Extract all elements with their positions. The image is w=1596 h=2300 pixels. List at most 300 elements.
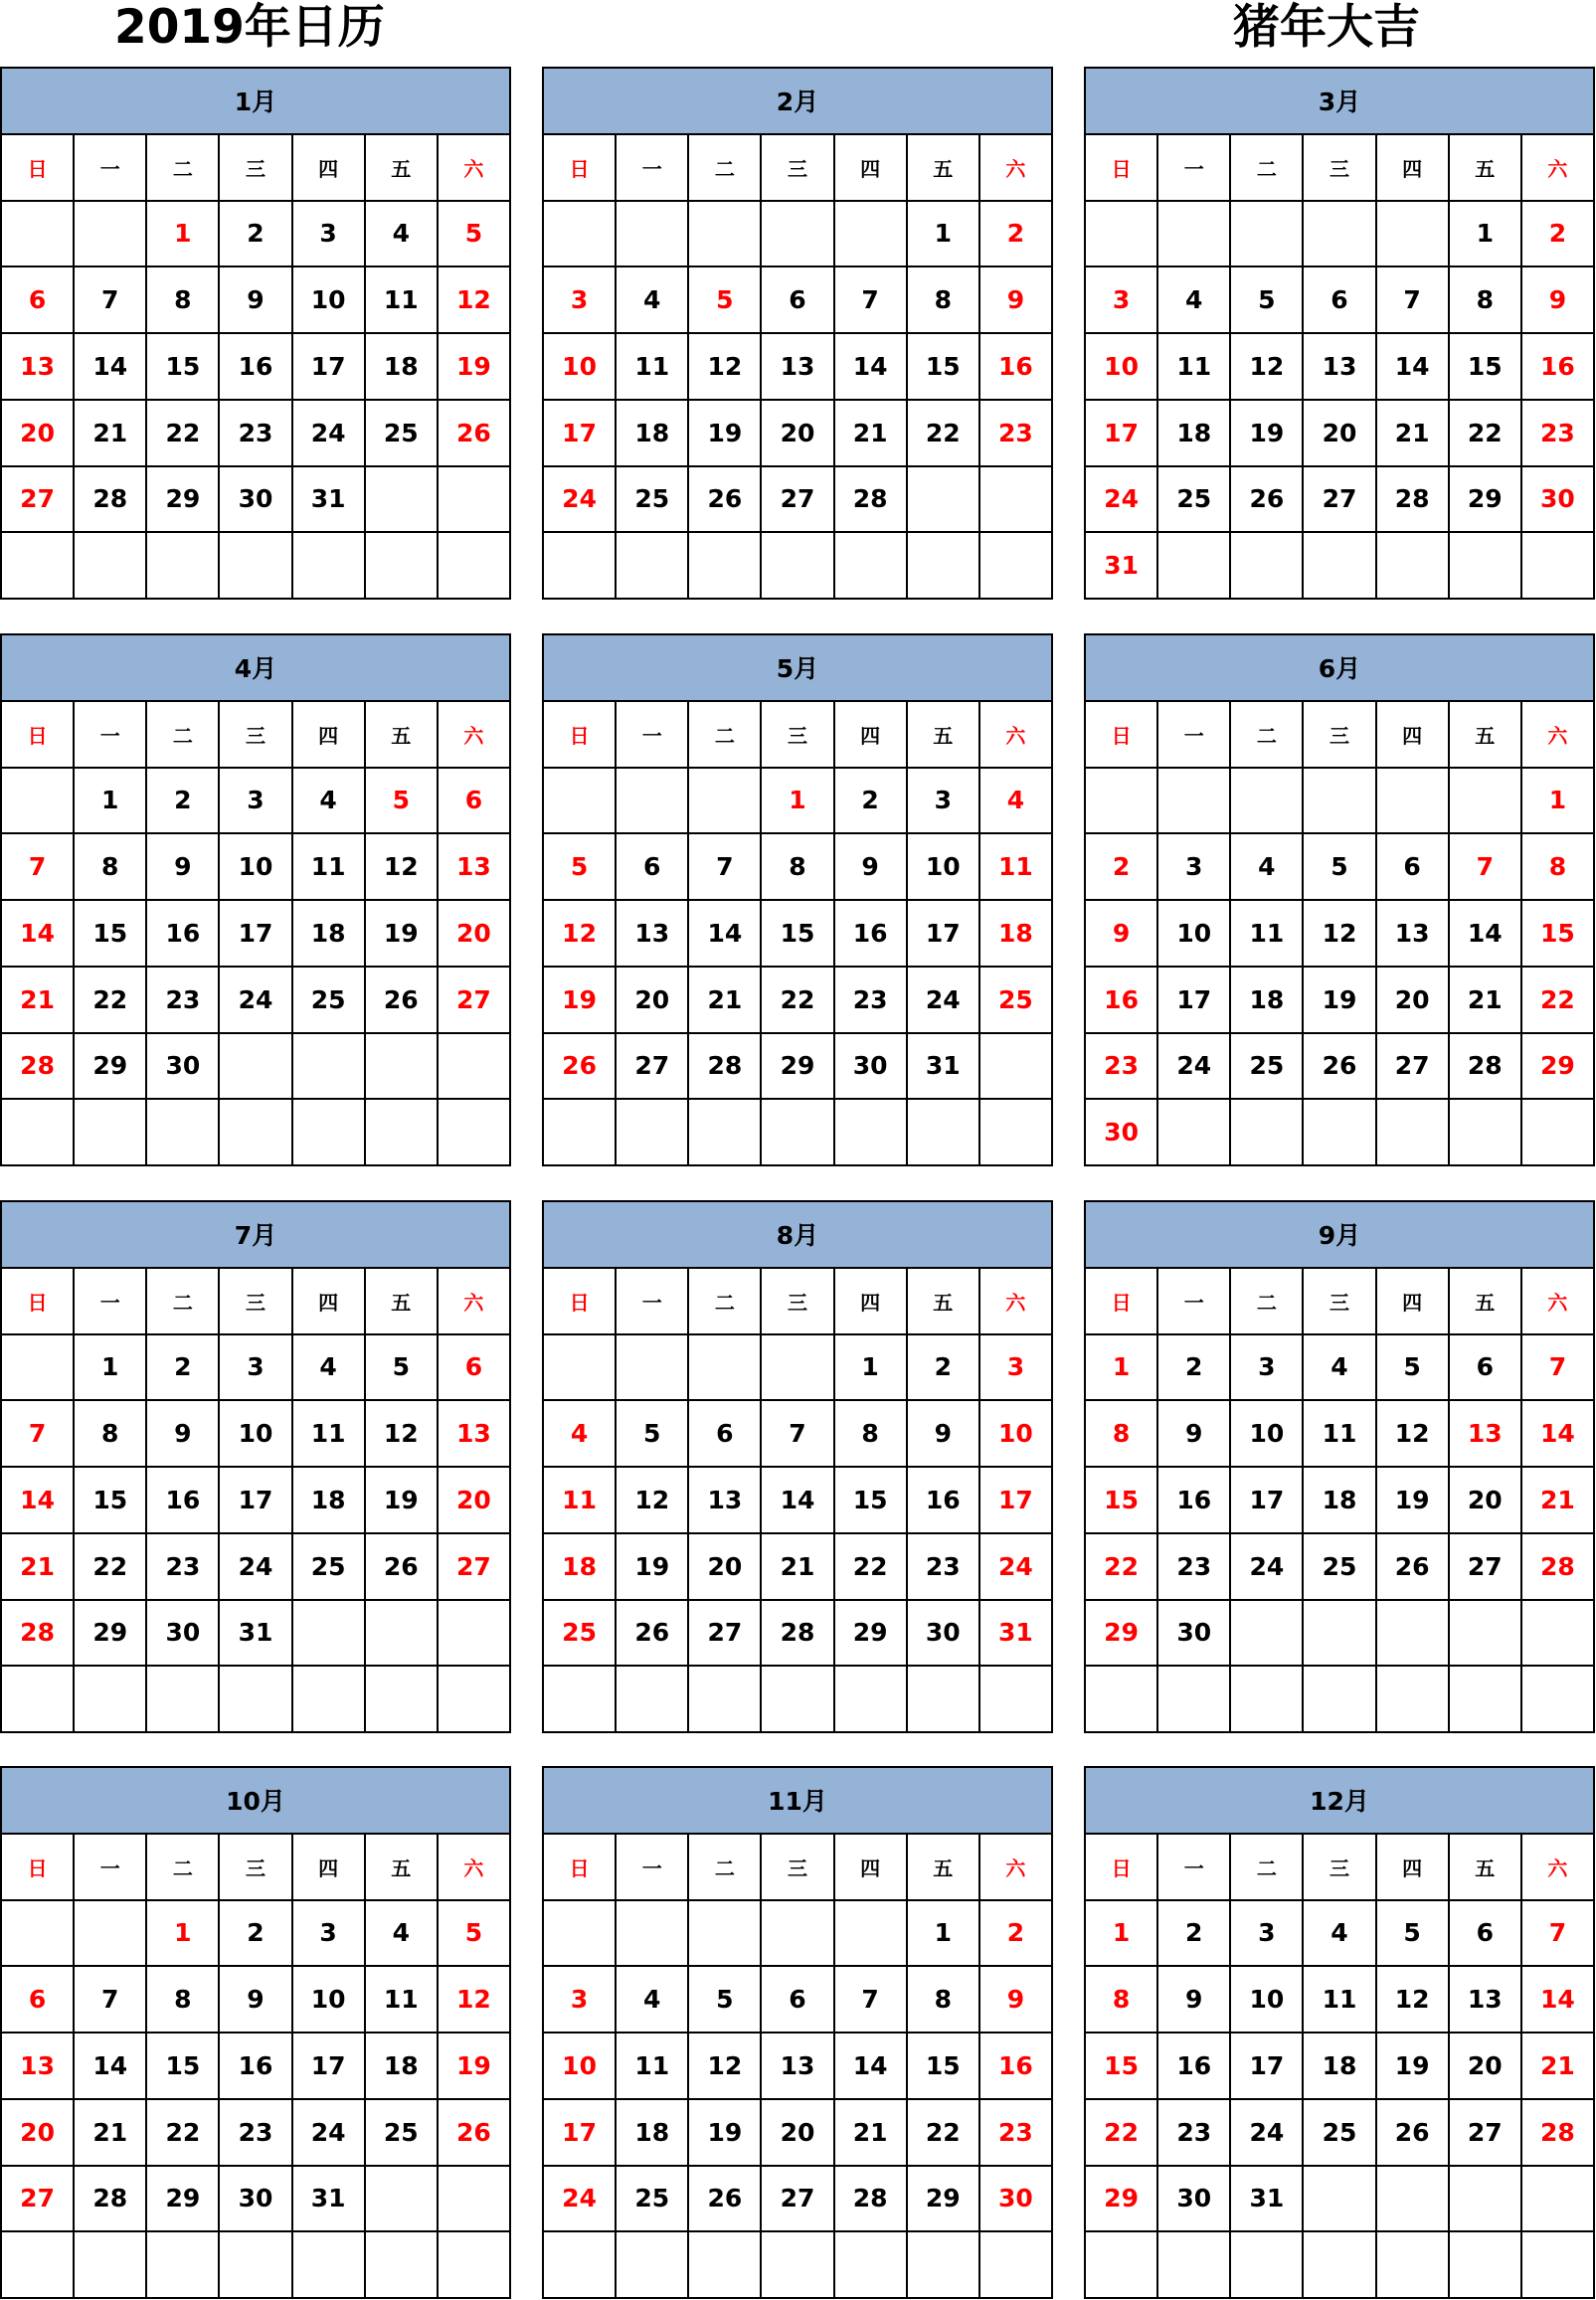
empty-cell bbox=[689, 1667, 762, 1733]
empty-cell bbox=[220, 1100, 292, 1166]
day-cell: 29 bbox=[762, 1034, 834, 1101]
day-cell: 12 bbox=[1377, 1401, 1450, 1468]
day-cell: 4 bbox=[617, 1967, 689, 2034]
empty-cell bbox=[835, 1100, 908, 1166]
day-cell: 8 bbox=[75, 1401, 147, 1468]
empty-cell bbox=[1304, 1667, 1376, 1733]
empty-cell bbox=[366, 1034, 439, 1101]
day-cell: 23 bbox=[220, 401, 292, 467]
day-cell: 1 bbox=[1450, 202, 1522, 268]
empty-cell bbox=[1231, 769, 1304, 835]
month-calendar bbox=[0, 1766, 511, 2299]
weekday-label: 一 bbox=[1158, 702, 1231, 769]
day-cell: 12 bbox=[544, 901, 617, 968]
weekday-label: 二 bbox=[1231, 1835, 1304, 1901]
day-cell: 2 bbox=[980, 1901, 1053, 1968]
day-cell: 30 bbox=[980, 2167, 1053, 2233]
day-cell: 30 bbox=[1158, 2167, 1231, 2233]
day-cell: 11 bbox=[1231, 901, 1304, 968]
weekday-label: 二 bbox=[689, 1835, 762, 1901]
day-cell: 20 bbox=[439, 901, 511, 968]
empty-cell bbox=[689, 1100, 762, 1166]
day-cell: 29 bbox=[1086, 1601, 1158, 1668]
day-cell: 20 bbox=[439, 1468, 511, 1534]
empty-cell bbox=[439, 533, 511, 600]
empty-cell bbox=[220, 2232, 292, 2299]
day-cell: 18 bbox=[544, 1534, 617, 1601]
empty-cell bbox=[1450, 769, 1522, 835]
day-cell: 23 bbox=[980, 401, 1053, 467]
day-cell: 21 bbox=[2, 1534, 75, 1601]
day-cell: 30 bbox=[220, 467, 292, 534]
empty-cell bbox=[1231, 1667, 1304, 1733]
day-cell: 13 bbox=[762, 334, 834, 401]
day-cell: 23 bbox=[835, 968, 908, 1034]
day-cell: 30 bbox=[1086, 1100, 1158, 1166]
day-cell: 20 bbox=[762, 401, 834, 467]
day-cell: 4 bbox=[544, 1401, 617, 1468]
day-cell: 1 bbox=[762, 769, 834, 835]
day-cell: 1 bbox=[147, 1901, 220, 1968]
weekday-label: 六 bbox=[439, 1269, 511, 1335]
day-cell: 17 bbox=[293, 334, 366, 401]
empty-cell bbox=[980, 2232, 1053, 2299]
day-cell: 8 bbox=[835, 1401, 908, 1468]
day-cell: 27 bbox=[439, 1534, 511, 1601]
empty-cell bbox=[617, 533, 689, 600]
day-cell: 23 bbox=[908, 1534, 980, 1601]
weekday-label: 一 bbox=[75, 1835, 147, 1901]
day-cell: 28 bbox=[1377, 467, 1450, 534]
day-cell: 25 bbox=[1158, 467, 1231, 534]
weekday-label: 四 bbox=[1377, 1835, 1450, 1901]
day-cell: 17 bbox=[980, 1468, 1053, 1534]
weekday-label: 日 bbox=[2, 135, 75, 202]
day-cell: 18 bbox=[1231, 968, 1304, 1034]
weekday-label: 四 bbox=[293, 1269, 366, 1335]
day-cell: 19 bbox=[1377, 1468, 1450, 1534]
day-cell: 25 bbox=[1304, 2100, 1376, 2167]
day-cell: 20 bbox=[1377, 968, 1450, 1034]
day-cell: 4 bbox=[366, 1901, 439, 1968]
day-cell: 19 bbox=[1231, 401, 1304, 467]
day-cell: 20 bbox=[2, 401, 75, 467]
empty-cell bbox=[908, 1667, 980, 1733]
empty-cell bbox=[908, 533, 980, 600]
day-cell: 30 bbox=[147, 1601, 220, 1668]
day-cell: 27 bbox=[1450, 1534, 1522, 1601]
empty-cell bbox=[908, 467, 980, 534]
day-cell: 26 bbox=[544, 1034, 617, 1101]
empty-cell bbox=[439, 1100, 511, 1166]
weekday-label: 一 bbox=[75, 1269, 147, 1335]
empty-cell bbox=[75, 1100, 147, 1166]
weekday-label: 一 bbox=[617, 1835, 689, 1901]
empty-cell bbox=[544, 1667, 617, 1733]
day-cell: 25 bbox=[1304, 1534, 1376, 1601]
day-cell: 4 bbox=[1158, 267, 1231, 334]
empty-cell bbox=[1086, 1667, 1158, 1733]
weekday-label: 四 bbox=[1377, 1269, 1450, 1335]
day-cell: 15 bbox=[147, 2034, 220, 2100]
day-cell: 7 bbox=[835, 267, 908, 334]
empty-cell bbox=[366, 1601, 439, 1668]
empty-cell bbox=[366, 467, 439, 534]
day-cell: 18 bbox=[617, 2100, 689, 2167]
empty-cell bbox=[439, 467, 511, 534]
empty-cell bbox=[1450, 1667, 1522, 1733]
day-cell: 8 bbox=[908, 1967, 980, 2034]
day-cell: 27 bbox=[762, 467, 834, 534]
day-cell: 14 bbox=[2, 1468, 75, 1534]
empty-cell bbox=[293, 2232, 366, 2299]
day-cell: 3 bbox=[1231, 1335, 1304, 1402]
empty-cell bbox=[293, 1100, 366, 1166]
weekday-label: 六 bbox=[1522, 1269, 1595, 1335]
day-cell: 10 bbox=[293, 1967, 366, 2034]
empty-cell bbox=[1522, 2232, 1595, 2299]
empty-cell bbox=[75, 533, 147, 600]
day-cell: 12 bbox=[1304, 901, 1376, 968]
weekday-label: 五 bbox=[908, 1835, 980, 1901]
day-cell: 21 bbox=[689, 968, 762, 1034]
day-cell: 28 bbox=[75, 2167, 147, 2233]
empty-cell bbox=[1304, 769, 1376, 835]
empty-cell bbox=[689, 1335, 762, 1402]
empty-cell bbox=[835, 1901, 908, 1968]
day-cell: 13 bbox=[617, 901, 689, 968]
day-cell: 8 bbox=[75, 834, 147, 901]
day-cell: 28 bbox=[689, 1034, 762, 1101]
weekday-label: 四 bbox=[835, 1835, 908, 1901]
day-cell: 6 bbox=[2, 1967, 75, 2034]
day-cell: 10 bbox=[1231, 1401, 1304, 1468]
day-cell: 29 bbox=[147, 2167, 220, 2233]
day-cell: 24 bbox=[1231, 2100, 1304, 2167]
empty-cell bbox=[1304, 2167, 1376, 2233]
weekday-label: 四 bbox=[835, 1269, 908, 1335]
day-cell: 27 bbox=[2, 2167, 75, 2233]
day-cell: 25 bbox=[1231, 1034, 1304, 1101]
month-calendar bbox=[542, 1766, 1053, 2299]
day-cell: 11 bbox=[366, 1967, 439, 2034]
day-cell: 6 bbox=[2, 267, 75, 334]
day-cell: 8 bbox=[1522, 834, 1595, 901]
weekday-label: 日 bbox=[1086, 702, 1158, 769]
empty-cell bbox=[617, 1100, 689, 1166]
empty-cell bbox=[617, 1667, 689, 1733]
day-cell: 13 bbox=[439, 834, 511, 901]
day-cell: 27 bbox=[1304, 467, 1376, 534]
day-cell: 16 bbox=[835, 901, 908, 968]
weekday-label: 六 bbox=[439, 702, 511, 769]
day-cell: 4 bbox=[366, 202, 439, 268]
day-cell: 6 bbox=[1304, 267, 1376, 334]
day-cell: 24 bbox=[980, 1534, 1053, 1601]
weekday-label: 三 bbox=[1304, 1835, 1376, 1901]
weekday-label: 三 bbox=[220, 1269, 292, 1335]
day-cell: 13 bbox=[1450, 1401, 1522, 1468]
day-cell: 18 bbox=[980, 901, 1053, 968]
empty-cell bbox=[689, 533, 762, 600]
day-cell: 23 bbox=[147, 968, 220, 1034]
day-cell: 18 bbox=[293, 1468, 366, 1534]
weekday-label: 四 bbox=[293, 1835, 366, 1901]
empty-cell bbox=[2, 1100, 75, 1166]
day-cell: 13 bbox=[439, 1401, 511, 1468]
day-cell: 10 bbox=[220, 1401, 292, 1468]
month-header: 8月 bbox=[544, 1202, 1053, 1269]
weekday-label: 日 bbox=[544, 135, 617, 202]
day-cell: 5 bbox=[617, 1401, 689, 1468]
empty-cell bbox=[439, 1034, 511, 1101]
empty-cell bbox=[439, 2167, 511, 2233]
empty-cell bbox=[835, 2232, 908, 2299]
day-cell: 6 bbox=[439, 1335, 511, 1402]
day-cell: 14 bbox=[1522, 1967, 1595, 2034]
empty-cell bbox=[2, 1335, 75, 1402]
day-cell: 3 bbox=[220, 769, 292, 835]
day-cell: 12 bbox=[366, 834, 439, 901]
day-cell: 17 bbox=[1231, 2034, 1304, 2100]
day-cell: 13 bbox=[2, 2034, 75, 2100]
month-header: 10月 bbox=[2, 1768, 511, 1835]
weekday-label: 二 bbox=[147, 1835, 220, 1901]
day-cell: 3 bbox=[220, 1335, 292, 1402]
weekday-label: 五 bbox=[908, 135, 980, 202]
day-cell: 10 bbox=[293, 267, 366, 334]
day-cell: 20 bbox=[617, 968, 689, 1034]
day-cell: 24 bbox=[908, 968, 980, 1034]
day-cell: 29 bbox=[75, 1034, 147, 1101]
day-cell: 25 bbox=[617, 467, 689, 534]
day-cell: 2 bbox=[908, 1335, 980, 1402]
day-cell: 31 bbox=[1231, 2167, 1304, 2233]
day-cell: 26 bbox=[366, 968, 439, 1034]
day-cell: 11 bbox=[1304, 1401, 1376, 1468]
day-cell: 20 bbox=[1450, 1468, 1522, 1534]
empty-cell bbox=[147, 533, 220, 600]
day-cell: 24 bbox=[544, 467, 617, 534]
day-cell: 4 bbox=[293, 1335, 366, 1402]
day-cell: 25 bbox=[366, 2100, 439, 2167]
day-cell: 11 bbox=[1304, 1967, 1376, 2034]
day-cell: 17 bbox=[908, 901, 980, 968]
month-calendar bbox=[1084, 1766, 1595, 2299]
empty-cell bbox=[2, 2232, 75, 2299]
month-header: 6月 bbox=[1086, 635, 1595, 702]
weekday-label: 日 bbox=[1086, 135, 1158, 202]
empty-cell bbox=[220, 1034, 292, 1101]
day-cell: 13 bbox=[2, 334, 75, 401]
day-cell: 19 bbox=[1377, 2034, 1450, 2100]
weekday-label: 一 bbox=[75, 702, 147, 769]
month-calendar bbox=[0, 1200, 511, 1733]
day-cell: 10 bbox=[908, 834, 980, 901]
day-cell: 21 bbox=[75, 2100, 147, 2167]
day-cell: 11 bbox=[366, 267, 439, 334]
day-cell: 16 bbox=[980, 2034, 1053, 2100]
empty-cell bbox=[1086, 202, 1158, 268]
weekday-label: 六 bbox=[1522, 702, 1595, 769]
day-cell: 9 bbox=[220, 1967, 292, 2034]
empty-cell bbox=[147, 1667, 220, 1733]
empty-cell bbox=[1522, 1667, 1595, 1733]
month-header: 11月 bbox=[544, 1768, 1053, 1835]
empty-cell bbox=[2, 1667, 75, 1733]
day-cell: 14 bbox=[835, 334, 908, 401]
day-cell: 10 bbox=[220, 834, 292, 901]
day-cell: 17 bbox=[544, 2100, 617, 2167]
day-cell: 17 bbox=[1086, 401, 1158, 467]
day-cell: 15 bbox=[1522, 901, 1595, 968]
empty-cell bbox=[2, 769, 75, 835]
day-cell: 21 bbox=[1450, 968, 1522, 1034]
empty-cell bbox=[75, 1667, 147, 1733]
day-cell: 30 bbox=[1522, 467, 1595, 534]
weekday-label: 日 bbox=[1086, 1269, 1158, 1335]
day-cell: 13 bbox=[762, 2034, 834, 2100]
day-cell: 25 bbox=[980, 968, 1053, 1034]
day-cell: 2 bbox=[980, 202, 1053, 268]
empty-cell bbox=[1304, 1601, 1376, 1668]
day-cell: 16 bbox=[980, 334, 1053, 401]
weekday-label: 二 bbox=[1231, 702, 1304, 769]
day-cell: 30 bbox=[835, 1034, 908, 1101]
month-header: 4月 bbox=[2, 635, 511, 702]
day-cell: 22 bbox=[762, 968, 834, 1034]
day-cell: 29 bbox=[1086, 2167, 1158, 2233]
day-cell: 26 bbox=[439, 401, 511, 467]
day-cell: 11 bbox=[293, 1401, 366, 1468]
day-cell: 22 bbox=[1086, 1534, 1158, 1601]
month-calendar bbox=[542, 67, 1053, 600]
day-cell: 16 bbox=[220, 334, 292, 401]
weekday-label: 日 bbox=[544, 1835, 617, 1901]
day-cell: 26 bbox=[617, 1601, 689, 1668]
day-cell: 8 bbox=[1450, 267, 1522, 334]
month-calendar bbox=[0, 67, 511, 600]
empty-cell bbox=[293, 1034, 366, 1101]
day-cell: 19 bbox=[439, 334, 511, 401]
day-cell: 20 bbox=[2, 2100, 75, 2167]
day-cell: 8 bbox=[762, 834, 834, 901]
day-cell: 6 bbox=[617, 834, 689, 901]
day-cell: 23 bbox=[147, 1534, 220, 1601]
day-cell: 29 bbox=[835, 1601, 908, 1668]
day-cell: 13 bbox=[1450, 1967, 1522, 2034]
empty-cell bbox=[1450, 533, 1522, 600]
empty-cell bbox=[1450, 2167, 1522, 2233]
day-cell: 15 bbox=[762, 901, 834, 968]
weekday-label: 一 bbox=[617, 1269, 689, 1335]
day-cell: 11 bbox=[980, 834, 1053, 901]
empty-cell bbox=[75, 2232, 147, 2299]
day-cell: 19 bbox=[366, 1468, 439, 1534]
day-cell: 15 bbox=[835, 1468, 908, 1534]
day-cell: 11 bbox=[617, 2034, 689, 2100]
day-cell: 29 bbox=[1522, 1034, 1595, 1101]
day-cell: 18 bbox=[366, 2034, 439, 2100]
day-cell: 22 bbox=[908, 2100, 980, 2167]
day-cell: 21 bbox=[1522, 1468, 1595, 1534]
empty-cell bbox=[147, 1100, 220, 1166]
day-cell: 21 bbox=[835, 401, 908, 467]
weekday-label: 日 bbox=[1086, 1835, 1158, 1901]
day-cell: 17 bbox=[220, 901, 292, 968]
month-header: 5月 bbox=[544, 635, 1053, 702]
day-cell: 10 bbox=[544, 334, 617, 401]
empty-cell bbox=[75, 1901, 147, 1968]
weekday-label: 三 bbox=[762, 1269, 834, 1335]
empty-cell bbox=[980, 467, 1053, 534]
day-cell: 12 bbox=[1377, 1967, 1450, 2034]
day-cell: 31 bbox=[293, 467, 366, 534]
day-cell: 24 bbox=[1086, 467, 1158, 534]
day-cell: 13 bbox=[1304, 334, 1376, 401]
day-cell: 2 bbox=[1522, 202, 1595, 268]
day-cell: 19 bbox=[1304, 968, 1376, 1034]
empty-cell bbox=[1522, 2167, 1595, 2233]
page-title: 2019年日历 bbox=[114, 0, 385, 55]
day-cell: 14 bbox=[2, 901, 75, 968]
day-cell: 3 bbox=[980, 1335, 1053, 1402]
day-cell: 13 bbox=[689, 1468, 762, 1534]
day-cell: 30 bbox=[1158, 1601, 1231, 1668]
day-cell: 29 bbox=[147, 467, 220, 534]
weekday-label: 六 bbox=[980, 702, 1053, 769]
empty-cell bbox=[908, 1100, 980, 1166]
day-cell: 29 bbox=[908, 2167, 980, 2233]
day-cell: 19 bbox=[689, 401, 762, 467]
day-cell: 1 bbox=[908, 202, 980, 268]
day-cell: 22 bbox=[147, 401, 220, 467]
weekday-label: 五 bbox=[366, 1835, 439, 1901]
empty-cell bbox=[544, 1901, 617, 1968]
day-cell: 23 bbox=[1086, 1034, 1158, 1101]
empty-cell bbox=[1231, 2232, 1304, 2299]
day-cell: 22 bbox=[1086, 2100, 1158, 2167]
weekday-label: 四 bbox=[293, 702, 366, 769]
empty-cell bbox=[1377, 1601, 1450, 1668]
weekday-label: 五 bbox=[1450, 702, 1522, 769]
day-cell: 1 bbox=[75, 769, 147, 835]
day-cell: 3 bbox=[293, 202, 366, 268]
day-cell: 5 bbox=[366, 1335, 439, 1402]
weekday-label: 二 bbox=[147, 702, 220, 769]
weekday-label: 五 bbox=[1450, 1835, 1522, 1901]
day-cell: 11 bbox=[293, 834, 366, 901]
weekday-label: 一 bbox=[75, 135, 147, 202]
day-cell: 12 bbox=[617, 1468, 689, 1534]
month-header: 12月 bbox=[1086, 1768, 1595, 1835]
empty-cell bbox=[1377, 202, 1450, 268]
day-cell: 3 bbox=[544, 1967, 617, 2034]
day-cell: 19 bbox=[544, 968, 617, 1034]
empty-cell bbox=[1086, 769, 1158, 835]
weekday-label: 六 bbox=[980, 1835, 1053, 1901]
day-cell: 9 bbox=[980, 267, 1053, 334]
day-cell: 19 bbox=[366, 901, 439, 968]
month-header: 1月 bbox=[2, 69, 511, 135]
day-cell: 8 bbox=[1086, 1967, 1158, 2034]
day-cell: 20 bbox=[689, 1534, 762, 1601]
empty-cell bbox=[762, 1100, 834, 1166]
weekday-label: 日 bbox=[2, 702, 75, 769]
day-cell: 12 bbox=[366, 1401, 439, 1468]
day-cell: 31 bbox=[908, 1034, 980, 1101]
weekday-label: 一 bbox=[1158, 135, 1231, 202]
